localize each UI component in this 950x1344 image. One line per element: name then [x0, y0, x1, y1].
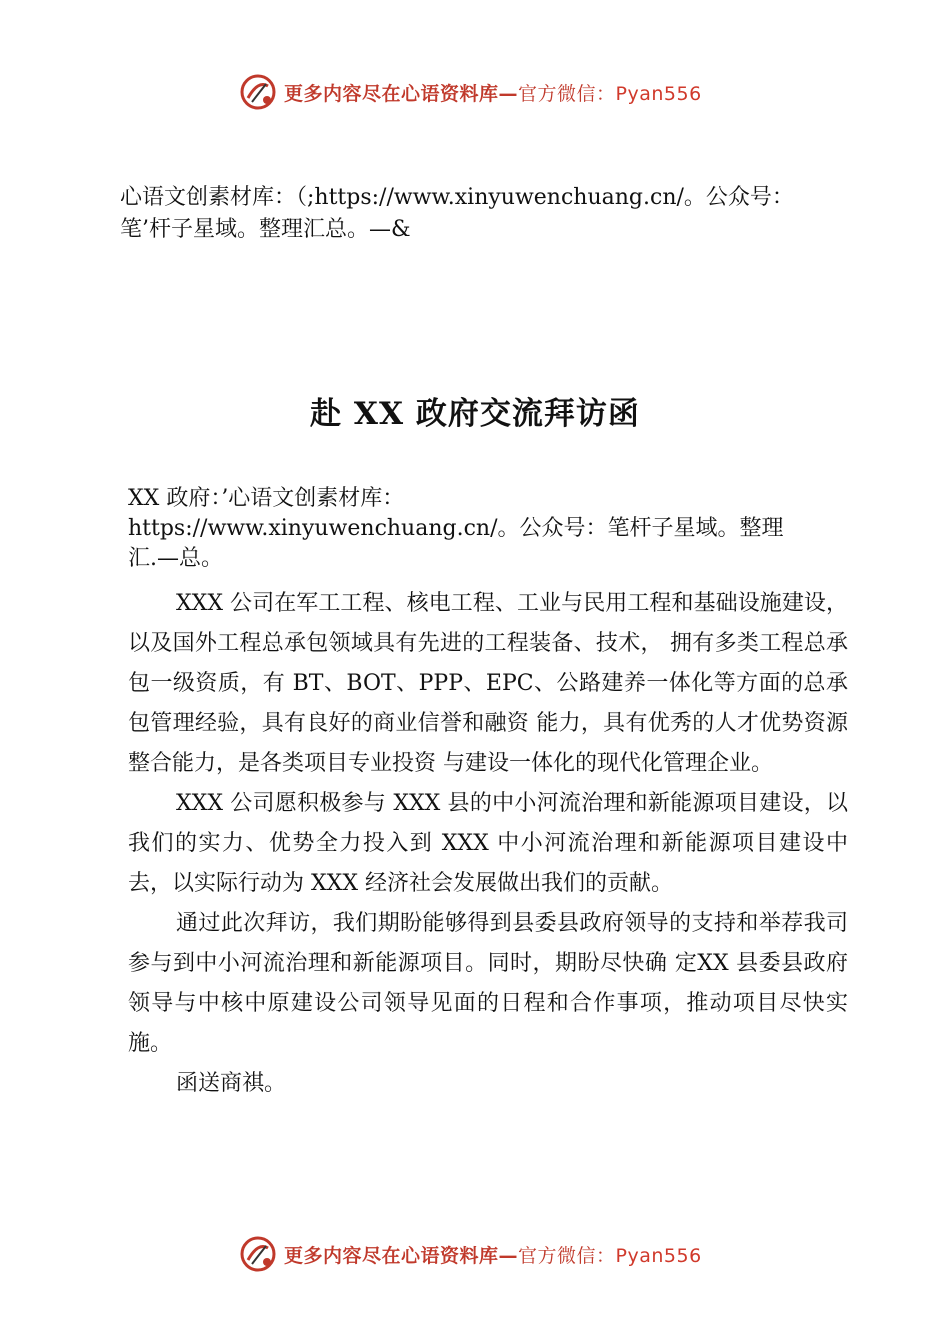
- paragraph-participation: XXX 公司愿积极参与 XXX 县的中小河流治理和新能源项目建设，以我们的实力、优势全力投入到 XXX 中小河流治理和新能源项目建设中去，以实际行动为 XXX 经济社会发展做出我们的贡献。: [128, 791, 848, 896]
- salutation-line-1: XX 政府：’心语文创素材库：: [128, 486, 405, 511]
- salutation-line-2: https://www.xinyuwenchuang.cn/。公众号：笔杆子星域。整理: [128, 516, 784, 541]
- watermark-text: 更多内容尽在心语资料库—官方微信：Pyan556: [284, 82, 702, 105]
- document-title: 赴 XX 政府交流拜访函: [310, 396, 640, 432]
- intro-line-2: 笔’杆子星域。整理汇总。—&: [120, 217, 411, 242]
- intro-note: [120, 182, 880, 246]
- paragraph-closing: 函送商祺。: [176, 1071, 287, 1096]
- letter-body: [128, 484, 848, 1104]
- header-watermark-banner: [0, 70, 950, 114]
- paragraph-company-intro: XXX 公司在军工工程、核电工程、工业与民用工程和基础设施建设，以及国外工程总承包领域具有先进的工程装备、技术， 拥有多类工程总承包一级资质，有 BT、BOT、PPP、EPC、公路建养一体化等方面的总承包管理经验，具有良好的商业信誉和融资 能力，具有优秀的人才优势资源整合能力，是各类项目专业投资 与建设一体化的现代化管理企业。: [128, 591, 848, 776]
- footer-watermark-banner: [0, 1232, 950, 1276]
- paragraph-request: 通过此次拜访，我们期盼能够得到县委县政府领导的支持和举荐我司参与到中小河流治理和新能源项目。同时，期盼尽快确 定XX 县委县政府领导与中核中原建设公司领导见面的日程和合作事项，推动项目尽快实施。: [128, 911, 848, 1056]
- watermark-text: 更多内容尽在心语资料库—官方微信：Pyan556: [284, 1244, 702, 1267]
- brand-logo-icon: [238, 1234, 278, 1274]
- intro-line-1: 心语文创素材库：（;https://www.xinyuwenchuang.cn/。公众号：: [120, 185, 794, 210]
- salutation-line-3: 汇.—总。: [128, 546, 223, 571]
- brand-logo-icon: [238, 72, 278, 112]
